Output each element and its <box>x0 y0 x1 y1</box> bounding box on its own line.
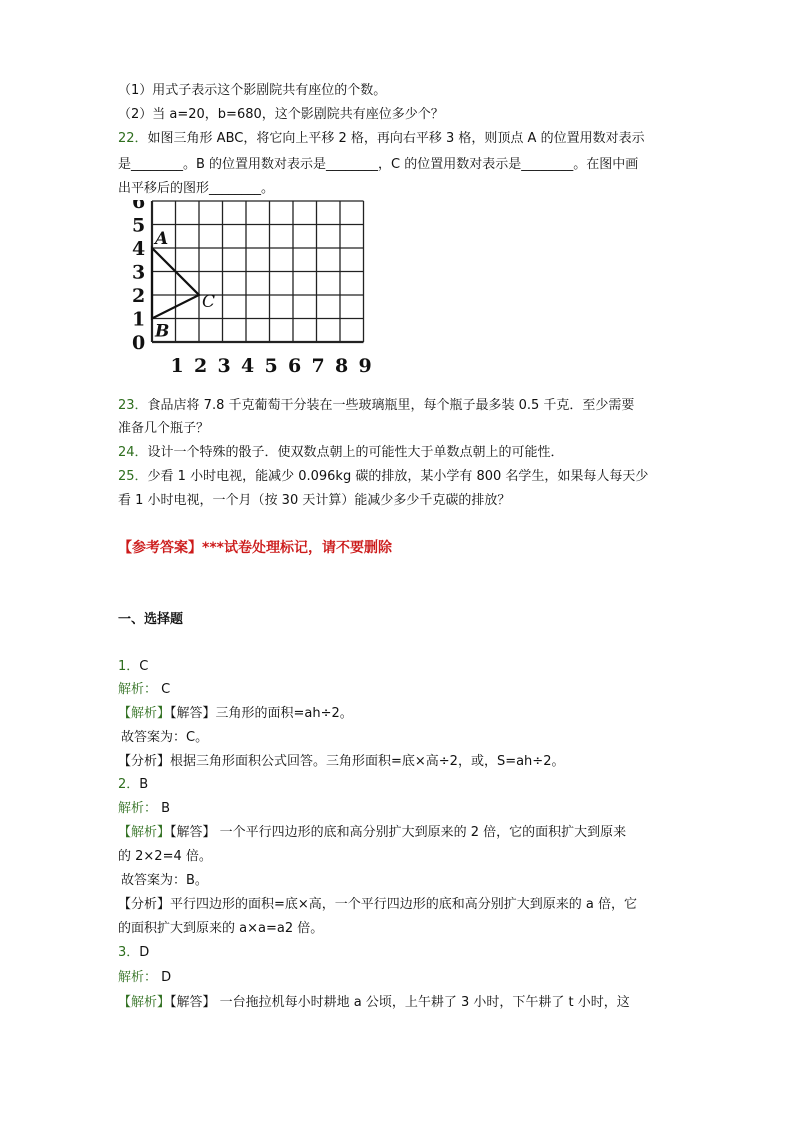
x-axis-label: 2 <box>194 355 208 377</box>
q23-line1: 23．食品店将 7.8 千克葡萄干分装在一些玻璃瓶里，每个瓶子最多装 0.5 千克．至少需要 <box>118 398 635 413</box>
y-axis-label: 4 <box>132 238 146 260</box>
x-axis-label: 5 <box>264 355 278 377</box>
answer-header: 【参考答案】***试卷处理标记，请不要删除 <box>118 540 392 556</box>
q22-number: 22． <box>118 131 148 146</box>
answer-1: 1．C <box>118 659 149 674</box>
answer-2-analysis2: 的面积扩大到原来的 a×a=a2 倍。 <box>118 921 324 936</box>
answer-2-detail2: 的 2×2=4 倍。 <box>118 849 212 864</box>
answer-1-jiexi: 解析： C <box>118 682 171 697</box>
q24-line1: 24．设计一个特殊的骰子．使双数点朝上的可能性大于单数点朝上的可能性． <box>118 445 564 460</box>
x-axis-label: 3 <box>217 355 231 377</box>
point-label-c: C <box>202 292 216 312</box>
q22-line3: 出平移后的图形________。 <box>118 181 275 196</box>
q22-line1: 22．如图三角形 ABC，将它向上平移 2 格，再向右平移 3 格，则顶点 A 的位置用数对表示 <box>118 131 645 146</box>
answer-2-jiexi: 解析： B <box>118 801 171 816</box>
y-axis-label: 6 <box>132 200 146 213</box>
answer-1-so: 故答案为：C。 <box>121 730 209 745</box>
x-axis-label: 4 <box>241 355 255 377</box>
q25-line2: 看 1 小时电视，一个月（按 30 天计算）能减少多少千克碳的排放？ <box>118 493 511 508</box>
y-axis-label: 3 <box>132 261 146 284</box>
y-axis-label: 0 <box>132 332 146 354</box>
q21-part2: （2）当 a=20，b=680，这个影剧院共有座位多少个？ <box>118 107 444 122</box>
x-axis-label: 8 <box>335 355 349 377</box>
q21-part1: （1）用式子表示这个影剧院共有座位的个数。 <box>118 83 387 98</box>
y-axis-label: 5 <box>132 214 146 237</box>
q23-line2: 准备几个瓶子？ <box>118 421 210 436</box>
answer-3: 3．D <box>118 945 150 960</box>
q25-number: 25． <box>118 469 148 484</box>
q25-line1: 25．少看 1 小时电视，能减少 0.096kg 碳的排放，某小学有 800 名学生，如果每人每天少 <box>118 469 649 484</box>
point-label-b: B <box>155 321 170 342</box>
answer-1-detail: 【解析】【解答】三角形的面积=ah÷2。 <box>118 706 353 721</box>
coordinate-grid-figure <box>128 200 378 390</box>
answer-2-analysis1: 【分析】平行四边形的面积=底×高，一个平行四边形的底和高分别扩大到原来的 a 倍，它 <box>118 897 638 912</box>
x-axis-label: 9 <box>358 355 372 377</box>
x-axis-label: 1 <box>170 355 184 377</box>
x-axis-label: 7 <box>311 355 325 377</box>
section-title-choice: 一、选择题 <box>118 612 184 627</box>
y-axis-label: 1 <box>132 308 146 331</box>
q24-number: 24． <box>118 445 148 460</box>
answer-2-detail1: 【解析】【解答】 一个平行四边形的底和高分别扩大到原来的 2 倍，它的面积扩大到原来 <box>118 825 627 840</box>
answer-2: 2．B <box>118 777 149 792</box>
answer-1-analysis: 【分析】根据三角形面积公式回答。三角形面积=底×高÷2，或，S=ah÷2。 <box>118 754 565 769</box>
answer-2-so: 故答案为：B。 <box>121 873 208 888</box>
q23-number: 23． <box>118 398 148 413</box>
answer-3-jiexi: 解析： D <box>118 970 172 985</box>
point-label-a: A <box>155 229 169 249</box>
y-axis-label: 2 <box>132 285 146 307</box>
answer-3-detail1: 【解析】【解答】 一台拖拉机每小时耕地 a 公顷，上午耕了 3 小时，下午耕了 t 小时，这 <box>118 995 630 1010</box>
q22-line2: 是________。B 的位置用数对表示是________，C 的位置用数对表示是________。在图中画 <box>118 157 639 172</box>
x-axis-label: 6 <box>288 355 302 377</box>
grid-svg <box>128 200 378 390</box>
